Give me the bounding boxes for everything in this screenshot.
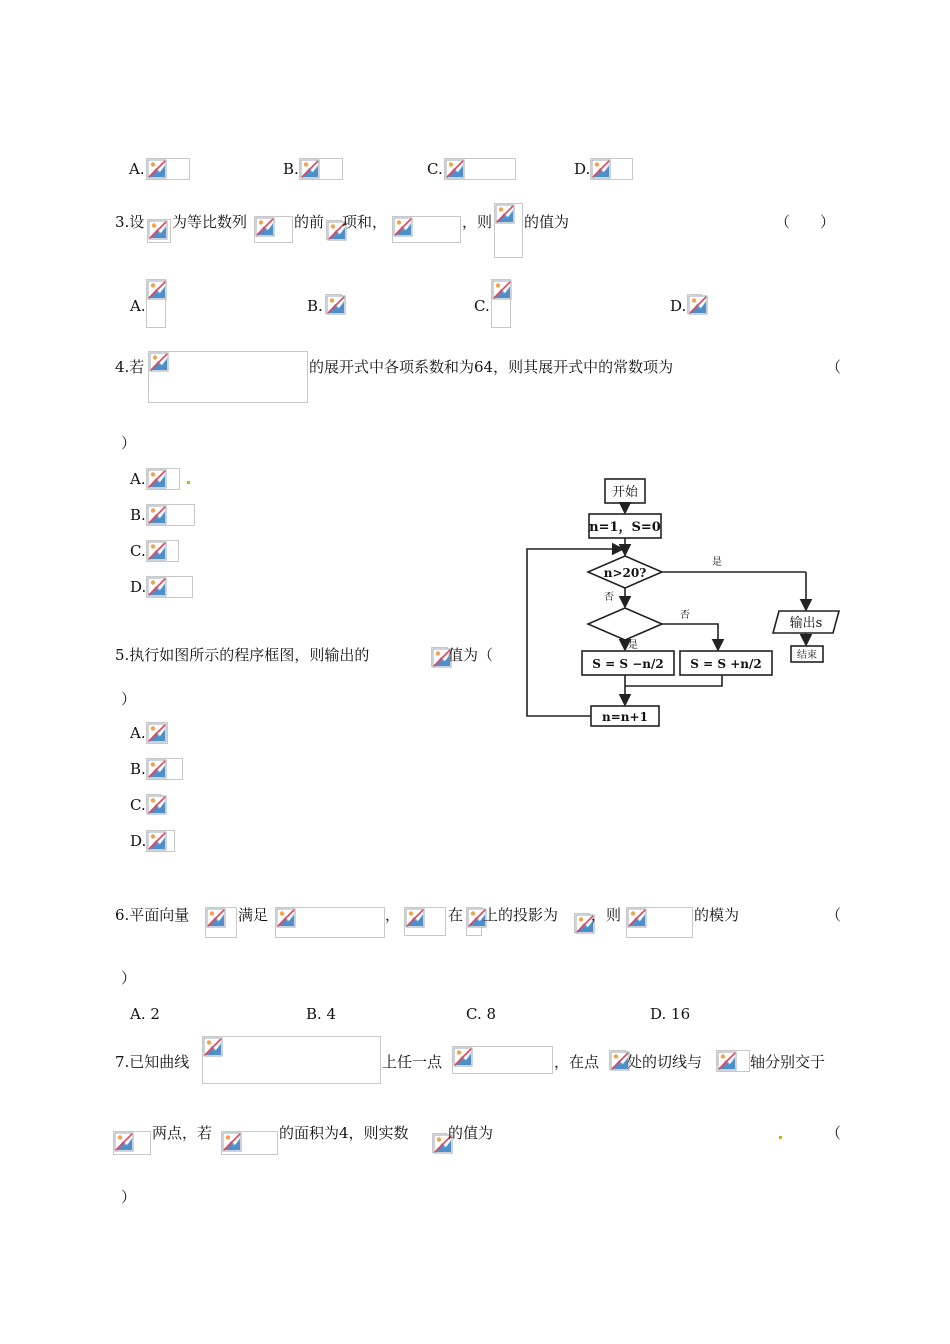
q5-option-c: C. — [130, 796, 146, 814]
q7-text-3: 处的切线与 — [627, 1053, 703, 1071]
flowchart-no-label-2: 否 — [680, 610, 690, 621]
q6-text-2: 在 — [448, 906, 464, 924]
formula-image — [466, 907, 482, 936]
q3-option-c: C. — [474, 297, 490, 315]
q5-paren-close: ） — [121, 690, 137, 708]
formula-image — [626, 907, 693, 938]
q3-option-d: D. — [670, 297, 687, 315]
q5-suffix: 值为（ — [448, 646, 494, 664]
q7-text-1: 上任一点 — [382, 1053, 443, 1071]
formula-image — [574, 913, 590, 933]
broken-image-icon — [147, 723, 167, 743]
flowchart-yes-label-2: 是 — [628, 640, 638, 651]
q3-answer-paren: （ ） — [775, 213, 836, 231]
broken-image-icon — [276, 908, 296, 928]
q5-option-a: A. — [130, 724, 146, 742]
q3-option-a: A. — [130, 297, 146, 315]
q2-option-a: A. — [129, 160, 145, 178]
flowchart-increment-label: n=n+1 — [602, 710, 648, 724]
formula-image — [432, 1133, 447, 1153]
formula-image — [146, 830, 175, 852]
q6-text-4: ，则 — [591, 906, 622, 924]
q3-option-b: B. — [307, 297, 323, 315]
broken-image-icon — [717, 1051, 737, 1071]
q3-text-3: 项和， — [342, 213, 388, 231]
q2-option-d: D. — [574, 160, 591, 178]
q4-text: 的展开式中各项系数和为64，则其展开式中的常数项为 — [309, 358, 674, 376]
q2-option-c: C. — [427, 160, 443, 178]
q6-paren-open: （ — [826, 906, 842, 924]
formula-image — [221, 1131, 278, 1155]
broken-image-icon — [147, 759, 167, 779]
formula-image — [716, 1050, 750, 1072]
q4-option-d: D. — [130, 578, 147, 596]
flowchart-init-label: n=1，S=0 — [589, 520, 661, 535]
q4-option-b: B. — [130, 506, 146, 524]
broken-image-icon — [206, 908, 226, 928]
formula-image — [431, 647, 448, 667]
q7-paren-open: （ — [826, 1124, 842, 1142]
broken-image-icon — [222, 1132, 242, 1152]
q3-text-2: 的前 — [294, 213, 325, 231]
broken-image-icon — [114, 1132, 134, 1152]
flowchart-yes-label-1: 是 — [712, 557, 722, 568]
marker-dot — [779, 1136, 782, 1139]
q7-paren-close: ） — [121, 1188, 137, 1206]
q5-prefix: 5.执行如图所示的程序框图，则输出的 — [115, 646, 370, 664]
q5-option-b: B. — [130, 760, 146, 778]
q6-text-5: 的模为 — [694, 906, 740, 924]
q3-prefix: 3.设 — [115, 213, 145, 231]
formula-image — [146, 794, 161, 814]
q6-option-d: D. 16 — [650, 1005, 691, 1023]
flowchart-output-label: 输出s — [789, 616, 823, 631]
broken-image-icon — [405, 908, 425, 928]
q5-option-d: D. — [130, 832, 147, 850]
q6-comma: ， — [385, 906, 401, 924]
flowchart-condition-label: n>20? — [603, 566, 647, 580]
q4-paren-open: （ — [826, 358, 842, 376]
formula-image — [202, 1036, 381, 1084]
q2-option-b: B. — [283, 160, 299, 178]
q3-text-5: 的值为 — [524, 213, 570, 231]
flowchart-start-label: 开始 — [611, 485, 639, 500]
q6-option-a: A. 2 — [130, 1005, 160, 1023]
formula-image — [275, 907, 385, 938]
q4-option-c: C. — [130, 542, 146, 560]
formula-image — [146, 722, 168, 744]
flowchart-assign-plus-label: S = S +n/2 — [690, 657, 762, 671]
q7-text-4: 轴分别交于 — [750, 1053, 826, 1071]
formula-image — [452, 1046, 553, 1074]
formula-image — [113, 1131, 151, 1155]
q4-prefix: 4.若 — [115, 358, 145, 376]
q3-text-4: ，则 — [462, 213, 493, 231]
formula-image — [404, 907, 446, 936]
formula-image — [205, 907, 237, 938]
q6-option-b: B. 4 — [306, 1005, 337, 1023]
broken-image-icon — [147, 795, 167, 815]
flowchart-end-label: 结束 — [797, 650, 817, 661]
broken-image-icon — [147, 831, 167, 851]
broken-image-icon — [203, 1037, 223, 1057]
q6-prefix: 6.平面向量 — [115, 906, 190, 924]
flowchart-no-label-1: 否 — [604, 592, 614, 603]
q6-text-1: 满足 — [238, 906, 269, 924]
formula-image — [146, 758, 183, 780]
q7-text-6: 的面积为4，则实数 — [279, 1124, 409, 1142]
q6-text-3: 上的投影为 — [483, 906, 559, 924]
q3-text-1: 为等比数列 — [172, 213, 248, 231]
broken-image-icon — [453, 1047, 473, 1067]
formula-image — [609, 1050, 626, 1070]
broken-image-icon — [627, 908, 647, 928]
q7-text-2: ，在点 — [554, 1053, 600, 1071]
q7-prefix: 7.已知曲线 — [115, 1053, 190, 1071]
q7-text-7: 的值为 — [448, 1124, 494, 1142]
flowchart-assign-minus-label: S = S −n/2 — [592, 657, 664, 671]
q4-option-a: A. — [130, 470, 146, 488]
q6-paren-close: ） — [121, 969, 137, 987]
flowchart-condition-2 — [588, 608, 662, 640]
q6-option-c: C. 8 — [466, 1005, 497, 1023]
q4-paren-close: ） — [121, 434, 137, 452]
q7-text-5: 两点，若 — [152, 1124, 213, 1142]
